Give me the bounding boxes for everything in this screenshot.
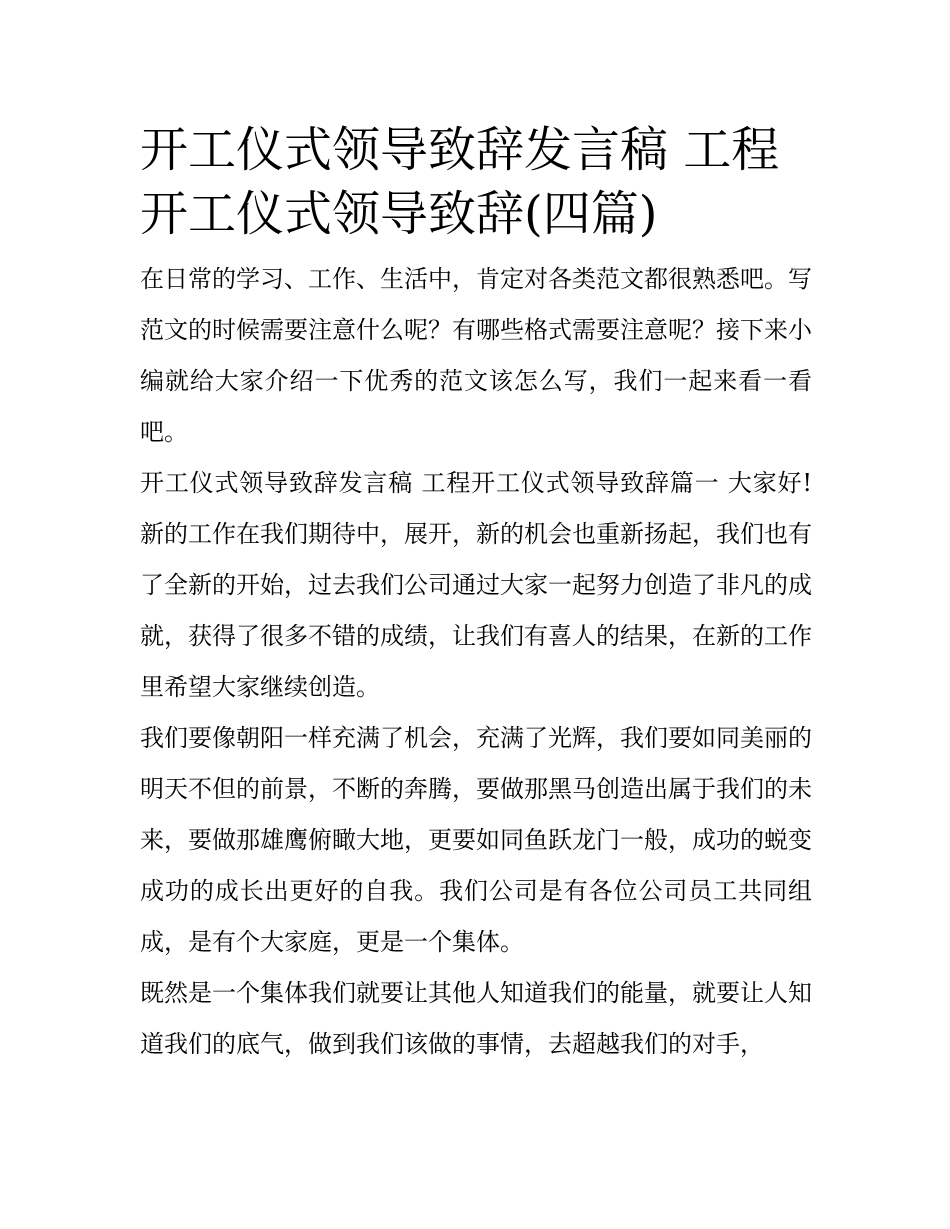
paragraph-speech-vision: 我们要像朝阳一样充满了机会，充满了光辉，我们要如同美丽的明天不但的前景，不断的奔腾，要做那黑马创造出属于我们的未来，要做那雄鹰俯瞰大地，更要如同鱼跃龙门一般，成功的蜕变成功的成长出更好的自我。我们公司是有各位公司员工共同组成，是有个大家庭，更是一个集体。 [140,724,812,956]
paragraph-speech-opening: 开工仪式领导致辞发言稿 工程开工仪式领导致辞篇一 大家好!新的工作在我们期待中，展开，新的机会也重新扬起，我们也有了全新的开始，过去我们公司通过大家一起努力创造了非凡的成就，获得了很多不错的成绩，让我们有喜人的结果，在新的工作里希望大家继续创造。 [140,469,812,701]
document-body [140,118,812,1070]
paragraph-intro: 在日常的学习、工作、生活中，肯定对各类范文都很熟悉吧。写范文的时候需要注意什么呢？有哪些格式需要注意呢？接下来小编就给大家介绍一下优秀的范文该怎么写，我们一起来看一看吧。 [140,265,812,446]
paragraph-speech-collective: 既然是一个集体我们就要让其他人知道我们的能量，就要让人知道我们的底气，做到我们该做的事情，去超越我们的对手， [140,979,812,1058]
document-title: 开工仪式领导致辞发言稿 工程开工仪式领导致辞(四篇) [140,122,780,242]
